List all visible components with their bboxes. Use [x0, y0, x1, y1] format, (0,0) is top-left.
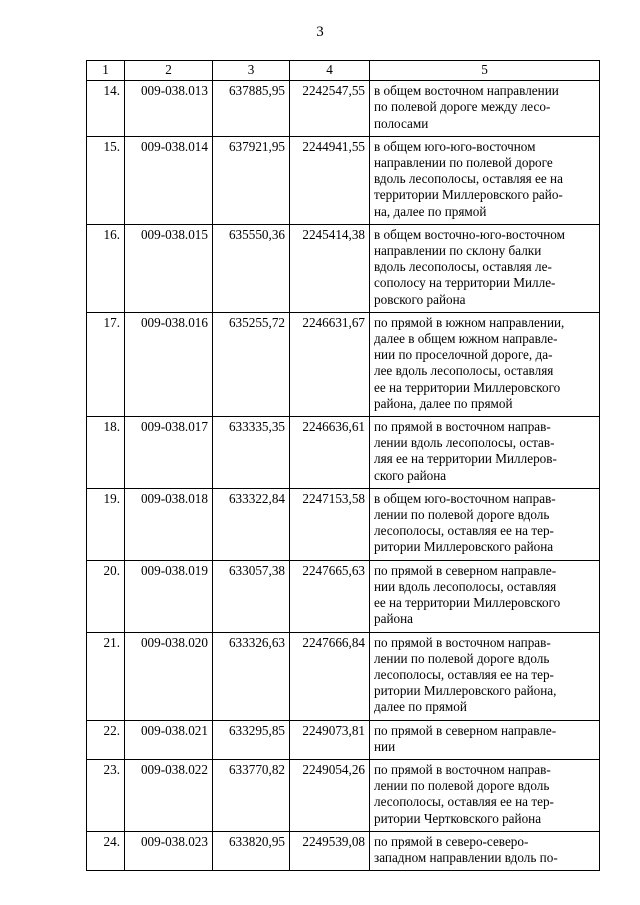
- table-header-row: [87, 61, 600, 81]
- boundary-description-cell: [370, 831, 600, 870]
- column-header-1: 1: [87, 61, 125, 81]
- table-row: [87, 224, 600, 312]
- row-number-cell: 24.: [87, 831, 125, 870]
- description-line: полосами: [374, 115, 429, 131]
- coordinate-y-cell: 2246636,61: [290, 417, 370, 489]
- description-line: лесополосы, оставляя ее на тер-: [374, 794, 554, 810]
- coordinate-y-cell: 2246631,67: [290, 312, 370, 416]
- row-number-cell: 20.: [87, 560, 125, 632]
- point-code-cell: 009-038.021: [125, 720, 213, 759]
- coordinate-x-cell: 633335,35: [213, 417, 290, 489]
- description-line: нии по проселочной дороге, да-: [374, 347, 553, 363]
- coordinate-y-cell: 2249539,08: [290, 831, 370, 870]
- description-line: по прямой в восточном направ-: [374, 419, 551, 435]
- description-line: далее по прямой: [374, 699, 467, 715]
- coordinate-y-cell: 2245414,38: [290, 224, 370, 312]
- point-code-cell: 009-038.023: [125, 831, 213, 870]
- row-number-cell: 16.: [87, 224, 125, 312]
- table-body: [87, 81, 600, 871]
- description-line: по прямой в восточном направ-: [374, 634, 551, 650]
- description-line: по прямой в южном направлении,: [374, 314, 565, 330]
- point-code-cell: 009-038.019: [125, 560, 213, 632]
- point-code-cell: 009-038.014: [125, 136, 213, 224]
- point-code-cell: 009-038.017: [125, 417, 213, 489]
- description-line: лесополосы, оставляя ее на тер-: [374, 523, 554, 539]
- coordinate-x-cell: 635550,36: [213, 224, 290, 312]
- description-line: района, далее по прямой: [374, 395, 513, 411]
- table-row: [87, 81, 600, 137]
- coordinate-x-cell: 635255,72: [213, 312, 290, 416]
- column-header-2: 2: [125, 61, 213, 81]
- description-line: в общем юго-восточном направ-: [374, 490, 556, 506]
- table-row: [87, 417, 600, 489]
- row-number-cell: 17.: [87, 312, 125, 416]
- boundary-description-cell: [370, 81, 600, 137]
- column-header-4: 4: [290, 61, 370, 81]
- boundary-description-cell: [370, 759, 600, 831]
- description-line: лее вдоль лесополосы, оставляя: [374, 363, 554, 379]
- table-row: [87, 488, 600, 560]
- row-number-cell: 18.: [87, 417, 125, 489]
- coordinate-x-cell: 633820,95: [213, 831, 290, 870]
- row-number-cell: 23.: [87, 759, 125, 831]
- point-code-cell: 009-038.020: [125, 632, 213, 720]
- boundary-description-cell: [370, 312, 600, 416]
- description-line: по прямой в северном направле-: [374, 722, 557, 738]
- description-line: в общем восточно-юго-восточном: [374, 226, 565, 242]
- boundary-points-table: [86, 60, 600, 871]
- description-line: далее в общем южном направле-: [374, 331, 558, 347]
- boundary-description-cell: [370, 720, 600, 759]
- row-number-cell: 15.: [87, 136, 125, 224]
- description-line: по прямой в северо-северо-: [374, 833, 529, 849]
- description-line: лении по полевой дороге вдоль: [374, 650, 550, 666]
- boundary-description-cell: [370, 136, 600, 224]
- coordinate-y-cell: 2242547,55: [290, 81, 370, 137]
- description-line: ритории Миллеровского района: [374, 539, 554, 555]
- description-line: в общем восточном направлении: [374, 83, 559, 99]
- boundary-description-cell: [370, 560, 600, 632]
- table-row: [87, 312, 600, 416]
- table-row: [87, 831, 600, 870]
- table-row: [87, 720, 600, 759]
- column-header-5: 5: [370, 61, 600, 81]
- coordinate-x-cell: 633326,63: [213, 632, 290, 720]
- description-line: нии вдоль лесополосы, оставляя: [374, 578, 557, 594]
- description-line: направлении по полевой дороге: [374, 155, 553, 171]
- description-line: лении по полевой дороге вдоль: [374, 507, 550, 523]
- coordinate-y-cell: 2249054,26: [290, 759, 370, 831]
- table-row: [87, 560, 600, 632]
- boundary-description-cell: [370, 224, 600, 312]
- description-line: направлении по склону балки: [374, 243, 542, 259]
- point-code-cell: 009-038.013: [125, 81, 213, 137]
- description-line: ее на территории Миллеровского: [374, 595, 561, 611]
- description-line: лении по полевой дороге вдоль: [374, 778, 550, 794]
- table-row: [87, 632, 600, 720]
- description-line: ее на территории Миллеровского: [374, 379, 561, 395]
- coordinate-x-cell: 633322,84: [213, 488, 290, 560]
- coordinate-y-cell: 2249073,81: [290, 720, 370, 759]
- description-line: ляя ее на территории Миллеров-: [374, 451, 557, 467]
- description-line: вдоль лесополосы, оставляя ле-: [374, 259, 552, 275]
- column-header-3: 3: [213, 61, 290, 81]
- point-code-cell: 009-038.022: [125, 759, 213, 831]
- description-line: территории Миллеровского райо-: [374, 187, 563, 203]
- description-line: ровского района: [374, 291, 466, 307]
- description-line: ритории Чертковского района: [374, 810, 542, 826]
- description-line: нии: [374, 738, 396, 754]
- description-line: вдоль лесополосы, оставляя ее на: [374, 171, 563, 187]
- description-line: западном направлении вдоль по-: [374, 849, 558, 865]
- description-line: по прямой в северном направле-: [374, 562, 557, 578]
- page-number: 3: [316, 24, 324, 40]
- row-number-cell: 19.: [87, 488, 125, 560]
- coordinate-y-cell: 2247666,84: [290, 632, 370, 720]
- table-row: [87, 136, 600, 224]
- description-line: ского района: [374, 467, 447, 483]
- point-code-cell: 009-038.016: [125, 312, 213, 416]
- row-number-cell: 22.: [87, 720, 125, 759]
- description-line: по полевой дороге между лесо-: [374, 99, 551, 115]
- coordinate-y-cell: 2247665,63: [290, 560, 370, 632]
- table-row: [87, 759, 600, 831]
- boundary-description-cell: [370, 417, 600, 489]
- description-line: в общем юго-юго-восточном: [374, 138, 536, 154]
- description-line: лесополосы, оставляя ее на тер-: [374, 666, 554, 682]
- coordinate-x-cell: 637921,95: [213, 136, 290, 224]
- boundary-description-cell: [370, 632, 600, 720]
- coordinate-x-cell: 633770,82: [213, 759, 290, 831]
- coordinate-x-cell: 637885,95: [213, 81, 290, 137]
- description-line: сополосу на территории Милле-: [374, 275, 556, 291]
- coordinate-x-cell: 633295,85: [213, 720, 290, 759]
- coordinate-y-cell: 2244941,55: [290, 136, 370, 224]
- description-line: по прямой в восточном направ-: [374, 761, 551, 777]
- row-number-cell: 14.: [87, 81, 125, 137]
- coordinate-y-cell: 2247153,58: [290, 488, 370, 560]
- point-code-cell: 009-038.015: [125, 224, 213, 312]
- row-number-cell: 21.: [87, 632, 125, 720]
- description-line: ритории Миллеровского района,: [374, 683, 557, 699]
- description-line: лении вдоль лесополосы, остав-: [374, 435, 555, 451]
- boundary-description-cell: [370, 488, 600, 560]
- description-line: района: [374, 611, 414, 627]
- description-line: на, далее по прямой: [374, 203, 487, 219]
- point-code-cell: 009-038.018: [125, 488, 213, 560]
- coordinate-x-cell: 633057,38: [213, 560, 290, 632]
